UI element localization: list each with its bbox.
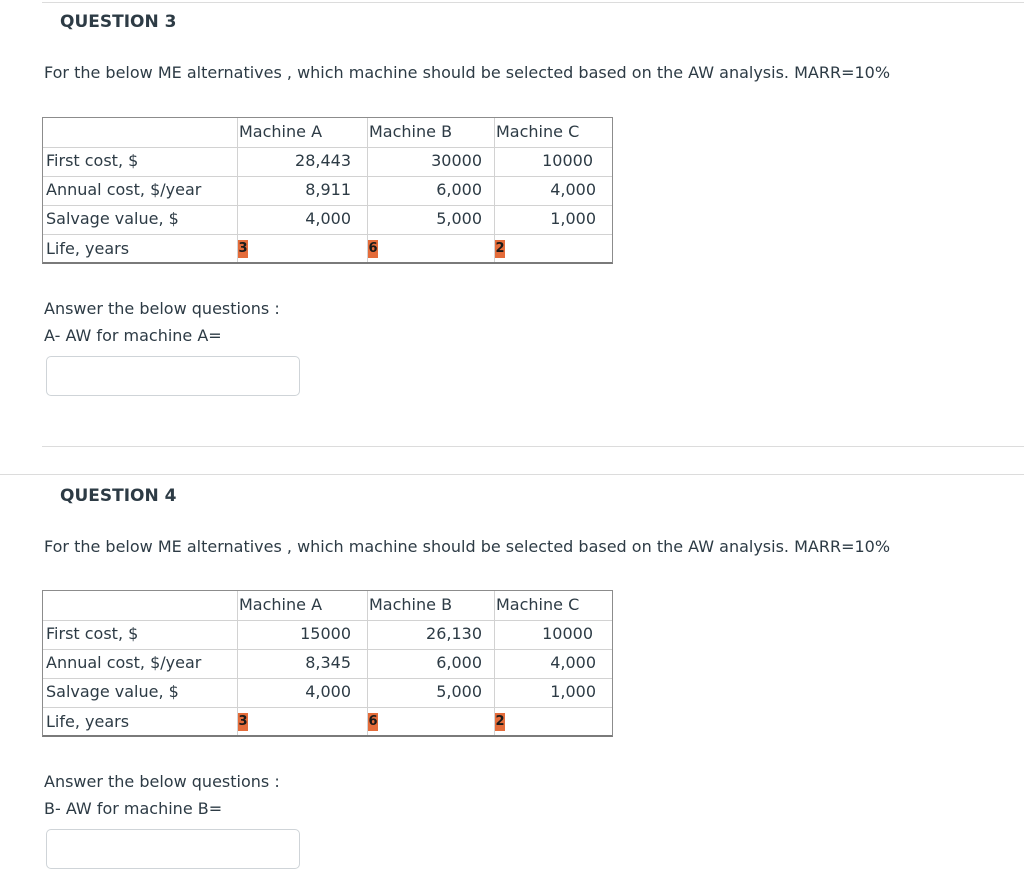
row-label-salvage-value: Salvage value, $ <box>46 209 179 228</box>
question-3-answer-label: A- AW for machine A= <box>44 326 222 345</box>
table-cell: 30000 <box>431 151 482 170</box>
top-divider <box>42 2 1024 3</box>
question-4-answer-label: B- AW for machine B= <box>44 799 223 818</box>
question-3-prompt: For the below ME alternatives , which machine should be selected based on the AW analysis. MARR=10% <box>44 63 891 82</box>
life-value-machine-a: 3 <box>238 714 248 729</box>
table-cell: 15000 <box>300 624 351 643</box>
table-cell: 5,000 <box>436 682 482 701</box>
row-label-annual-cost: Annual cost, $/year <box>46 653 202 672</box>
question-4-table <box>42 590 613 737</box>
column-header-machine-a: Machine A <box>239 595 323 614</box>
table-cell: 4,000 <box>305 682 351 701</box>
question-3-answer-intro: Answer the below questions : <box>44 299 280 318</box>
life-value-machine-a: 3 <box>238 241 248 256</box>
life-value-machine-c: 2 <box>495 714 505 729</box>
row-label-annual-cost: Annual cost, $/year <box>46 180 202 199</box>
question-4-title: QUESTION 4 <box>60 486 177 506</box>
life-value-machine-b: 6 <box>368 241 378 256</box>
row-label-first-cost: First cost, $ <box>46 151 139 170</box>
life-value-machine-c: 2 <box>495 241 505 256</box>
table-cell: 8,345 <box>305 653 351 672</box>
column-header-machine-b: Machine B <box>369 595 453 614</box>
life-value-machine-b: 6 <box>368 714 378 729</box>
table-cell: 10000 <box>542 624 593 643</box>
table-cell: 10000 <box>542 151 593 170</box>
column-header-machine-b: Machine B <box>369 122 453 141</box>
table-cell: 4,000 <box>305 209 351 228</box>
table-cell: 6,000 <box>436 653 482 672</box>
question-4-prompt: For the below ME alternatives , which machine should be selected based on the AW analysis. MARR=10% <box>44 537 891 556</box>
table-cell: 8,911 <box>305 180 351 199</box>
table-cell: 5,000 <box>436 209 482 228</box>
column-header-machine-a: Machine A <box>239 122 323 141</box>
row-label-salvage-value: Salvage value, $ <box>46 682 179 701</box>
column-header-machine-c: Machine C <box>496 122 580 141</box>
table-cell: 26,130 <box>426 624 482 643</box>
question-4-answer-input[interactable] <box>46 829 300 869</box>
table-cell: 4,000 <box>550 180 596 199</box>
table-cell: 1,000 <box>550 209 596 228</box>
question-4-answer-intro: Answer the below questions : <box>44 772 280 791</box>
question-3-title: QUESTION 3 <box>60 12 177 32</box>
row-label-first-cost: First cost, $ <box>46 624 139 643</box>
row-label-life: Life, years <box>46 712 130 731</box>
section-divider <box>42 446 1024 447</box>
question-3-table <box>42 117 613 264</box>
row-label-life: Life, years <box>46 239 130 258</box>
section-divider <box>0 474 1024 475</box>
table-cell: 4,000 <box>550 653 596 672</box>
column-header-machine-c: Machine C <box>496 595 580 614</box>
table-cell: 6,000 <box>436 180 482 199</box>
question-3-answer-input[interactable] <box>46 356 300 396</box>
table-cell: 1,000 <box>550 682 596 701</box>
table-cell: 28,443 <box>295 151 351 170</box>
